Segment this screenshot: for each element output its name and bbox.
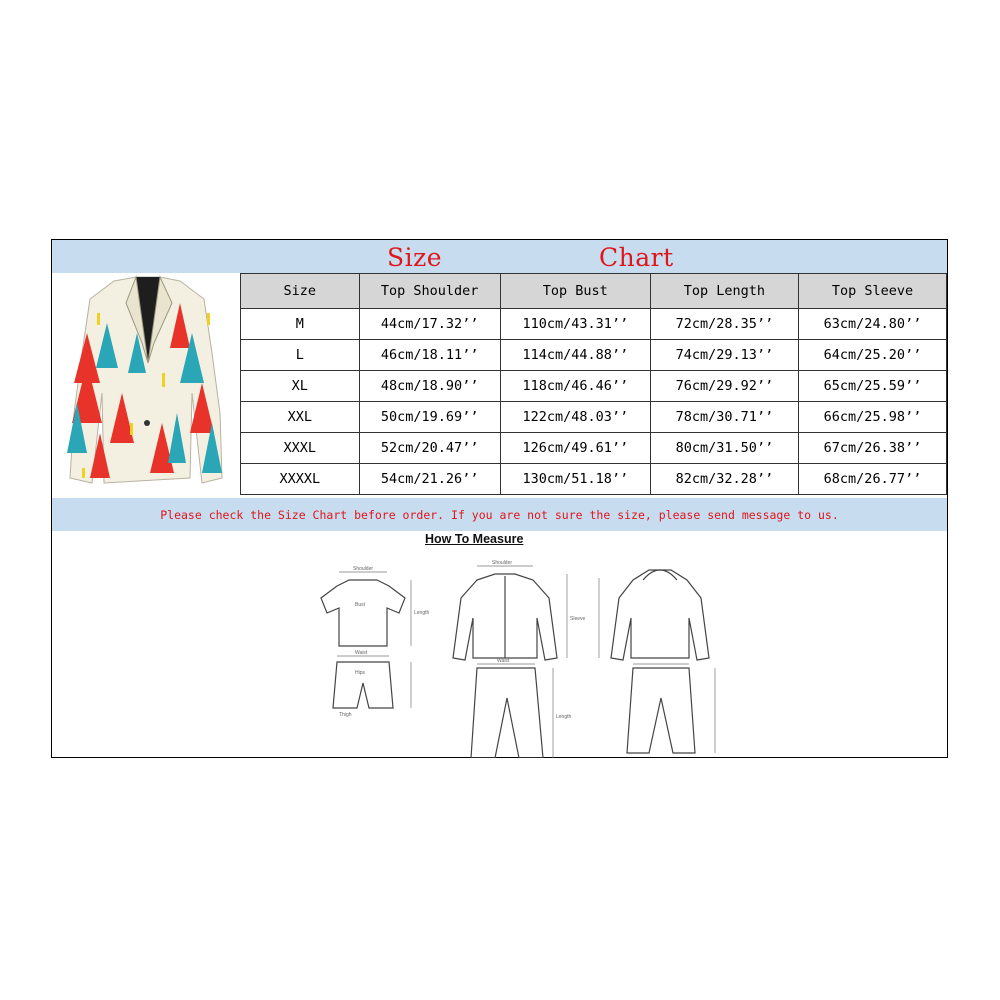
how-to-measure-diagram (287, 558, 717, 762)
trouser-length-label: Length (556, 714, 572, 720)
sleeve-cell: 67cm/26.38’’ (798, 433, 946, 464)
bust-cell: 114cm/44.88’’ (500, 340, 650, 371)
length-cell: 80cm/31.50’’ (650, 433, 798, 464)
notice-band (52, 498, 947, 531)
table-row (241, 464, 947, 495)
header-top-shoulder: Top Shoulder (359, 274, 500, 309)
length-cell: 72cm/28.35’’ (650, 309, 798, 340)
shirt-sleeve-label: Sleeve (570, 616, 586, 622)
bust-cell: 130cm/51.18’’ (500, 464, 650, 495)
bust-cell: 118cm/46.46’’ (500, 371, 650, 402)
bust-label: Bust (355, 602, 366, 608)
size-cell: XXL (241, 402, 360, 433)
length-cell: 82cm/32.28’’ (650, 464, 798, 495)
table-row (241, 340, 947, 371)
size-cell: M (241, 309, 360, 340)
shirt-shoulder-label: Shoulder (492, 560, 513, 566)
length-cell: 74cm/29.13’’ (650, 340, 798, 371)
waist-label: Waist (355, 650, 368, 656)
size-notice: Please check the Size Chart before order. If you are not sure the size, please send message to us. (160, 507, 839, 522)
shoulder-cell: 52cm/20.47’’ (359, 433, 500, 464)
table-row (241, 433, 947, 464)
sleeve-cell: 63cm/24.80’’ (798, 309, 946, 340)
shoulder-label: Shoulder (353, 566, 374, 572)
thigh-label: Thigh (339, 712, 352, 718)
shoulder-cell: 50cm/19.69’’ (359, 402, 500, 433)
trouser-waist-label: Waist (497, 658, 510, 664)
title-size: Size (387, 243, 443, 272)
bust-cell: 126cm/49.61’’ (500, 433, 650, 464)
size-chart-frame (51, 239, 948, 758)
header-top-sleeve: Top Sleeve (798, 274, 946, 309)
size-cell: XL (241, 371, 360, 402)
how-to-measure-title: How To Measure (425, 532, 524, 546)
length-cell: 78cm/30.71’’ (650, 402, 798, 433)
header-top-length: Top Length (650, 274, 798, 309)
shoulder-cell: 48cm/18.90’’ (359, 371, 500, 402)
header-size: Size (241, 274, 360, 309)
title-band (52, 240, 947, 273)
shoulder-cell: 44cm/17.32’’ (359, 309, 500, 340)
length-cell: 76cm/29.92’’ (650, 371, 798, 402)
length-label: Length (414, 610, 430, 616)
size-table (240, 273, 947, 495)
table-row (241, 371, 947, 402)
shoulder-cell: 54cm/21.26’’ (359, 464, 500, 495)
product-image (52, 273, 239, 498)
sleeve-cell: 68cm/26.77’’ (798, 464, 946, 495)
bust-cell: 110cm/43.31’’ (500, 309, 650, 340)
table-header-row (241, 274, 947, 309)
bust-cell: 122cm/48.03’’ (500, 402, 650, 433)
hips-label: Hips (355, 670, 366, 676)
size-cell: XXXXL (241, 464, 360, 495)
sleeve-cell: 64cm/25.20’’ (798, 340, 946, 371)
sleeve-cell: 65cm/25.59’’ (798, 371, 946, 402)
size-cell: XXXL (241, 433, 360, 464)
header-top-bust: Top Bust (500, 274, 650, 309)
title-chart: Chart (599, 243, 674, 272)
sleeve-cell: 66cm/25.98’’ (798, 402, 946, 433)
table-row (241, 309, 947, 340)
shoulder-cell: 46cm/18.11’’ (359, 340, 500, 371)
table-row (241, 402, 947, 433)
size-cell: L (241, 340, 360, 371)
